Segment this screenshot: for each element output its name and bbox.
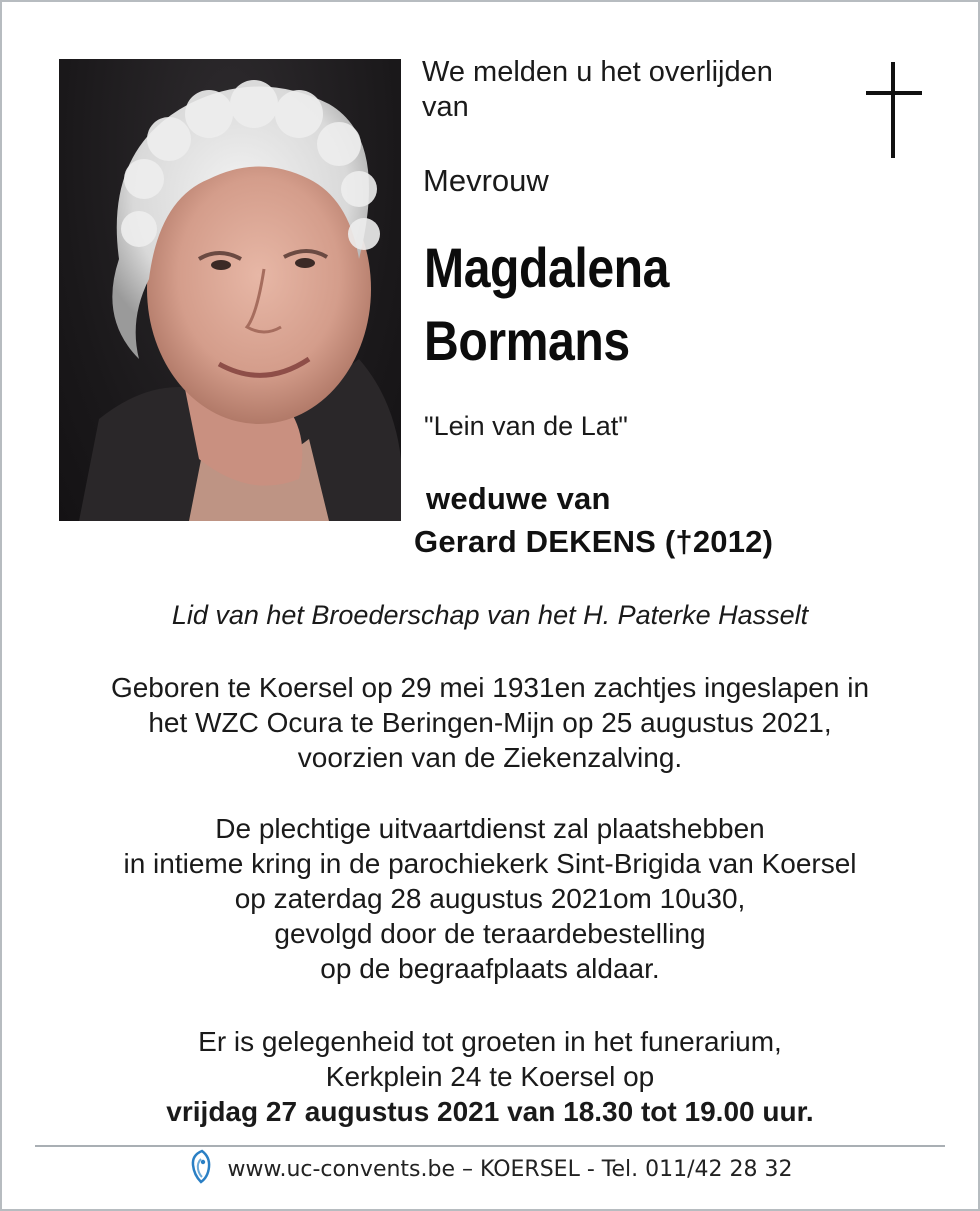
membership-line: Lid van het Broederschap van het H. Paterke Hasselt [171, 600, 809, 630]
paragraph-line: Kerkplein 24 te Koersel op [325, 1061, 655, 1092]
paragraph-line: in intieme kring in de parochiekerk Sint-Brigida van Koersel [123, 848, 857, 879]
visitation-time: vrijdag 27 augustus 2021 van 18.30 tot 19.00 uur. [166, 1096, 814, 1127]
paragraph-line: De plechtige uitvaartdienst zal plaatshebben [215, 813, 765, 844]
footer [0, 1152, 980, 1188]
intro-line: van [422, 91, 469, 123]
footer-divider [35, 1145, 945, 1147]
husband-name: Gerard DEKENS (†2012) [414, 524, 774, 559]
birth-death-paragraph [0, 670, 980, 775]
footer-contact[interactable]: www.uc-convents.be – KOERSEL - Tel. 011/42 28 32 [227, 1157, 793, 1182]
widow-label: weduwe van [426, 481, 611, 516]
paragraph-line: gevolgd door de teraardebestelling [274, 918, 706, 949]
cross-horizontal-bar [866, 91, 922, 95]
last-name: Bormans [424, 309, 630, 372]
portrait-photo [59, 59, 401, 521]
latin-cross-icon [866, 62, 922, 158]
paragraph-line: voorzien van de Ziekenzalving. [297, 742, 683, 773]
funeral-home-logo-icon [188, 1149, 214, 1185]
intro-line: We melden u het overlijden [422, 56, 773, 88]
visitation-paragraph [0, 1024, 980, 1129]
paragraph-line: Geboren te Koersel op 29 mei 1931en zachtjes ingeslapen in [110, 672, 870, 703]
portrait-illustration [59, 59, 401, 521]
paragraph-line: het WZC Ocura te Beringen-Mijn op 25 augustus 2021, [148, 707, 832, 738]
cross-vertical-bar [891, 62, 895, 158]
honorific: Mevrouw [423, 163, 549, 198]
nickname: "Lein van de Lat" [424, 411, 628, 441]
paragraph-line: Er is gelegenheid tot groeten in het funerarium, [198, 1026, 782, 1057]
paragraph-line: op zaterdag 28 augustus 2021om 10u30, [234, 883, 746, 914]
intro-text [422, 55, 773, 125]
deceased-name [424, 231, 669, 377]
first-name: Magdalena [424, 236, 670, 299]
funeral-service-paragraph [0, 811, 980, 986]
paragraph-line: op de begraafplaats aldaar. [320, 953, 660, 984]
